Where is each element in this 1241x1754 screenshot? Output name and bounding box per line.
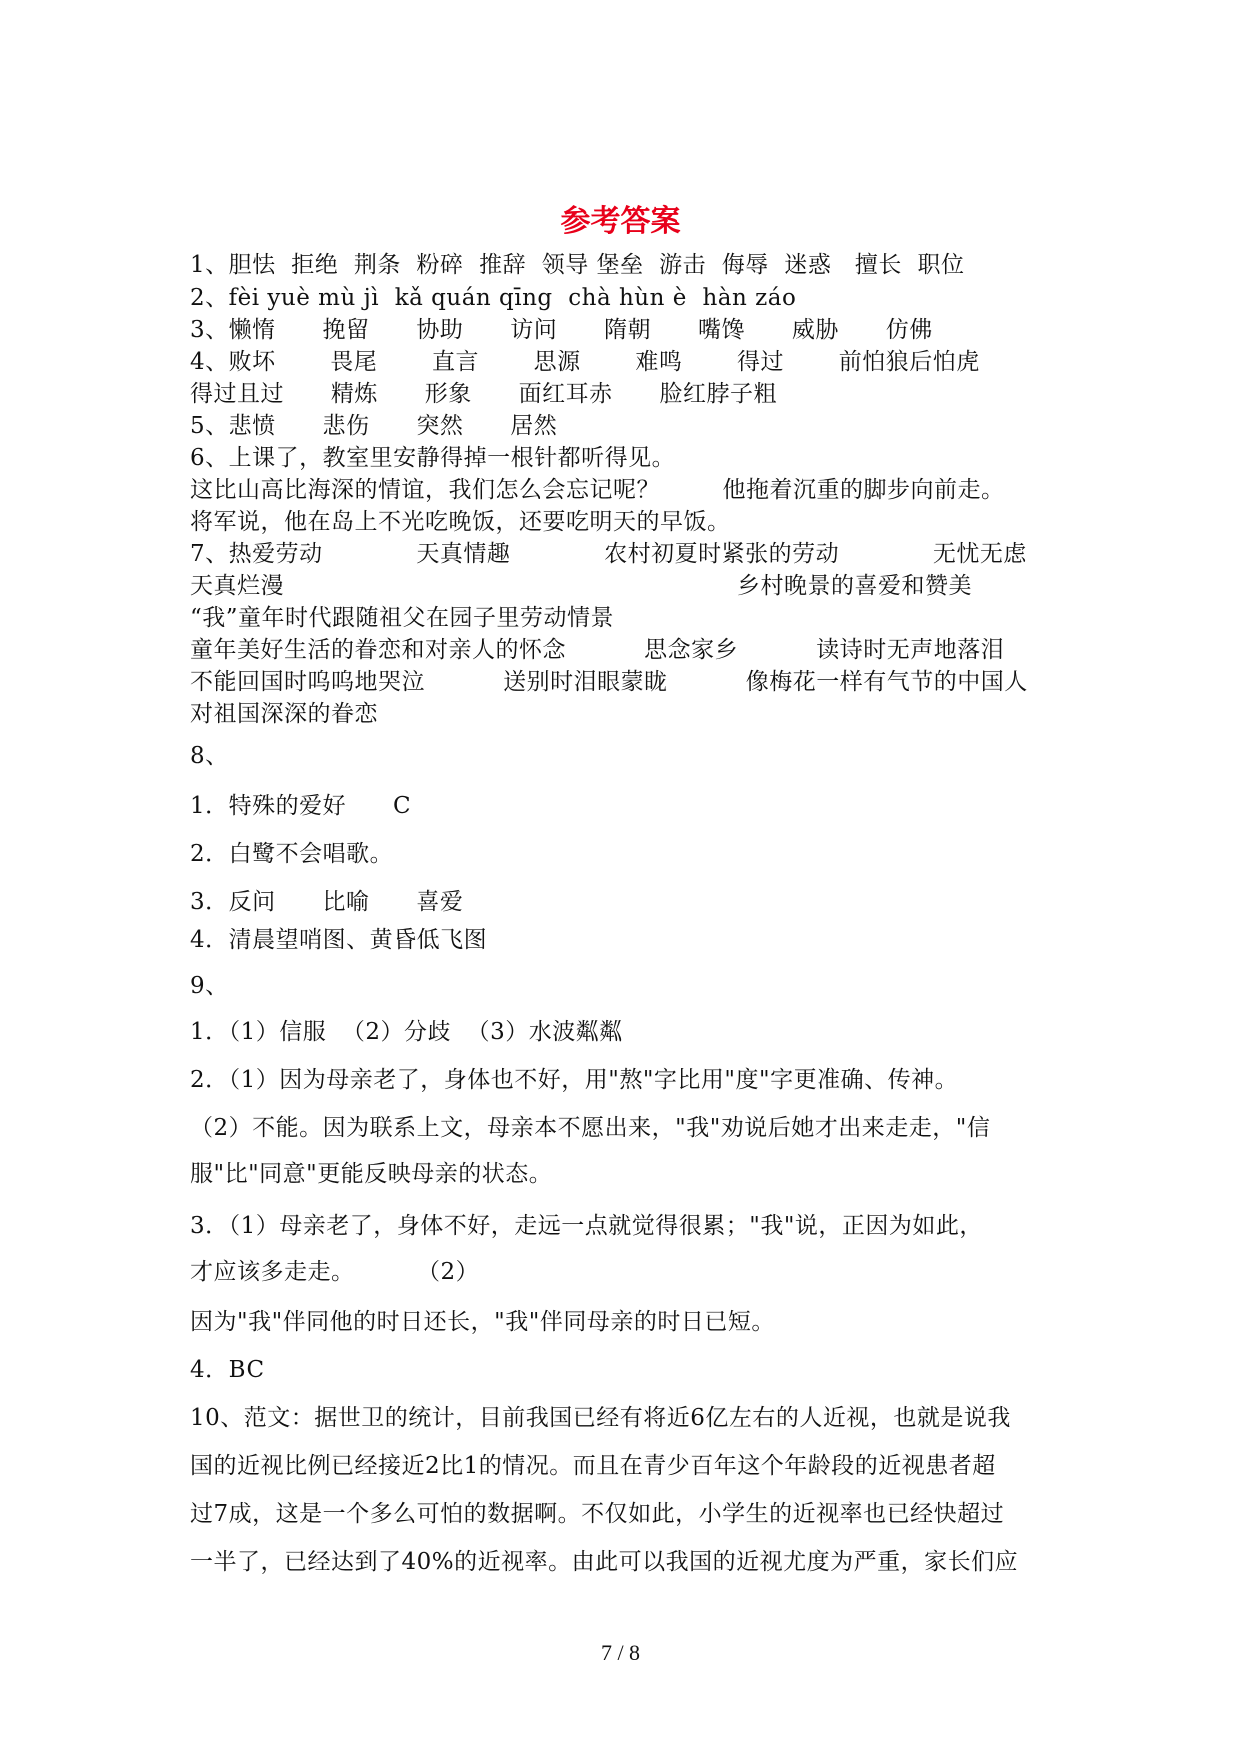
text-line: 2．白鹭不会唱歌。 [190,841,394,867]
text-line: 4、败坏 畏尾 直言 思源 难鸣 得过 前怕狼后怕虎 [190,349,980,375]
text-line: 3．反问 比喻 喜爱 [190,889,464,915]
text-line: 才应该多走走。 （2） [190,1259,480,1285]
text-line: 国的近视比例已经接近2比1的情况。而且在青少百年这个年龄段的近视患者超 [190,1453,996,1479]
text-line: 6、上课了，教室里安静得掉一根针都听得见。 [190,445,676,471]
text-line: 天真烂漫 乡村晚景的喜爱和赞美 [190,573,973,599]
text-line: 5、悲愤 悲伤 突然 居然 [190,413,558,439]
text-line: 得过且过 精炼 形象 面红耳赤 脸红脖子粗 [190,381,777,407]
page-title: 参考答案 [560,204,681,239]
text-line: 10、范文：据世卫的统计，目前我国已经有将近6亿左右的人近视，也就是说我 [190,1405,1011,1431]
text-line: 2．（1）因为母亲老了，身体也不好，用"熬"字比用"度"字更准确、传神。 [190,1067,959,1093]
text-line: 2、fèi yuè mù jì kǎ quán qīng chà hùn è hàn záo [190,285,797,311]
text-line: 7、热爱劳动 天真情趣 农村初夏时紧张的劳动 无忧无虑 [190,541,1027,567]
text-line: 服"比"同意"更能反映母亲的状态。 [190,1161,553,1187]
section-label: 9、 [190,973,229,999]
page-number: 7 / 8 [600,1640,641,1665]
section-label: 8、 [190,743,229,769]
text-line: 因为"我"伴同他的时日还长，"我"伴同母亲的时日已短。 [190,1309,775,1335]
text-line: 4．清晨望哨图、黄昏低飞图 [190,927,488,953]
text-line: 3．（1）母亲老了，身体不好，走远一点就觉得很累；"我"说，正因为如此， [190,1213,983,1239]
text-line: 1．（1）信服 （2）分歧 （3）水波粼粼 [190,1019,623,1045]
text-line: 童年美好生活的眷恋和对亲人的怀念 思念家乡 读诗时无声地落泪 [190,637,1005,663]
text-line: 4．BC [190,1357,265,1383]
text-line: 3、懒惰 挽留 协助 访问 隋朝 嘴馋 威胁 仿佛 [190,317,933,343]
text-line: 过7成，这是一个多么可怕的数据啊。不仅如此，小学生的近视率也已经快超过 [190,1501,1005,1527]
text-line: 对祖国深深的眷恋 [190,701,378,727]
text-line: 这比山高比海深的情谊，我们怎么会忘记呢？ 他拖着沉重的脚步向前走。 [190,477,1005,503]
text-line: “我”童年时代跟随祖父在园子里劳动情景 [190,605,615,631]
text-line: 1、胆怯 拒绝 荆条 粉碎 推辞 领导 堡垒 游击 侮辱 迷惑 擅长 职位 [190,252,965,278]
text-line: 将军说，他在岛上不光吃晚饭，还要吃明天的早饭。 [190,509,731,535]
text-line: 不能回国时呜呜地哭泣 送别时泪眼蒙眬 像梅花一样有气节的中国人 [190,669,1028,695]
text-line: 1．特殊的爱好 C [190,793,412,819]
text-line: 一半了，已经达到了40%的近视率。由此可以我国的近视尤度为严重，家长们应 [190,1549,1019,1575]
text-line: （2）不能。因为联系上文，母亲本不愿出来，"我"劝说后她才出来走走，"信 [190,1115,991,1141]
